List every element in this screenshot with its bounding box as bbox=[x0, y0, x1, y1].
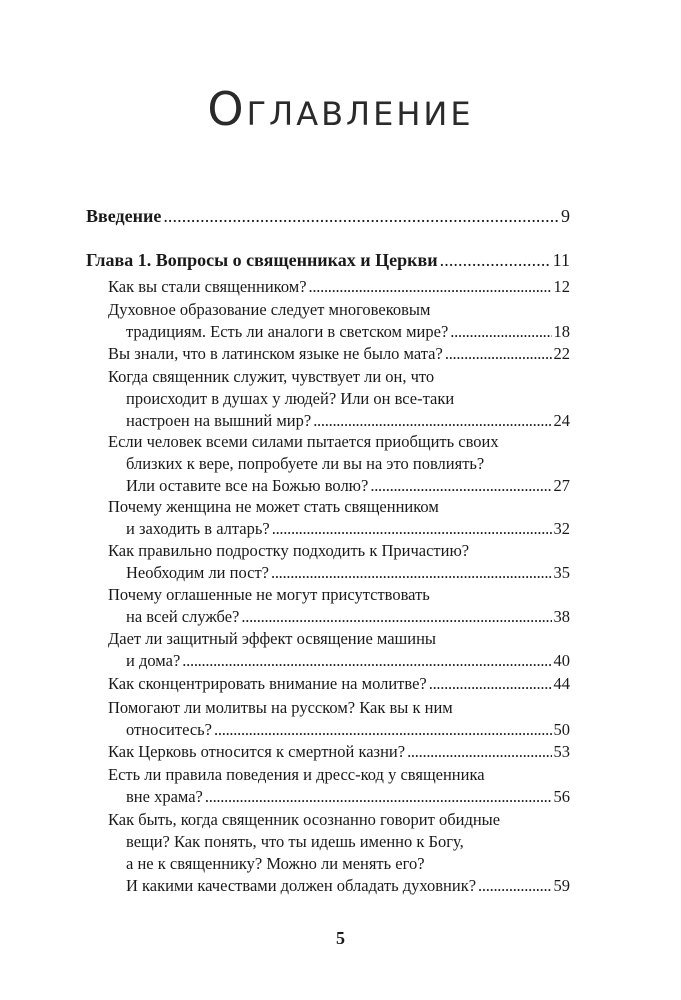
toc-entry-title: Как сконцентрировать внимание на молитве? bbox=[108, 674, 427, 693]
toc-entry-title: Как вы стали священником? bbox=[108, 277, 307, 296]
toc-leader-dots bbox=[182, 650, 551, 672]
toc-leader-dots bbox=[313, 410, 551, 432]
toc-entry-line: Почему оглашенные не могут присутствовать bbox=[108, 585, 430, 604]
toc-page-number: 24 bbox=[553, 411, 570, 430]
toc-entry-title: на всей службе? bbox=[126, 607, 240, 626]
toc-entry-title: Или оставите все на Божью волю? bbox=[126, 476, 369, 495]
toc-entry[interactable] bbox=[108, 809, 570, 897]
toc-entry[interactable] bbox=[108, 673, 570, 695]
toc-entry[interactable] bbox=[108, 741, 570, 763]
toc-entry-line bbox=[108, 741, 570, 763]
toc-page-number: 18 bbox=[553, 322, 570, 341]
toc-entry-line bbox=[86, 249, 570, 271]
toc-page-number: 9 bbox=[561, 206, 570, 226]
toc-entry[interactable] bbox=[108, 628, 570, 672]
toc-entry-line: Дает ли защитный эффект освящение машины bbox=[108, 629, 437, 648]
toc-page-number: 53 bbox=[553, 742, 570, 761]
toc-entry-line: Как правильно подростку подходить к Причастию? bbox=[108, 541, 470, 560]
toc-page-number: 59 bbox=[553, 876, 570, 895]
toc-entry-line: Есть ли правила поведения и дресс-код у священника bbox=[108, 765, 485, 784]
toc-leader-dots bbox=[440, 249, 551, 271]
toc-entry-line bbox=[108, 410, 570, 432]
toc-leader-dots bbox=[478, 875, 551, 897]
toc-page-number: 12 bbox=[553, 277, 570, 296]
toc-entry-chapter-1[interactable] bbox=[86, 249, 570, 271]
page-title: Оглавление bbox=[207, 82, 474, 136]
toc-entry-title: и дома? bbox=[126, 651, 181, 670]
toc-entry[interactable] bbox=[108, 343, 570, 365]
toc-entry[interactable] bbox=[108, 540, 570, 584]
toc-leader-dots bbox=[309, 276, 552, 298]
toc-entry-line: происходит в душах у людей? Или он все-таки bbox=[126, 389, 455, 408]
toc-leader-dots bbox=[450, 321, 551, 343]
toc-entry-line bbox=[108, 562, 570, 584]
toc-leader-dots bbox=[407, 741, 551, 763]
toc-entry-line: Когда священник служит, чувствует ли он, что bbox=[108, 367, 435, 386]
toc-entry-title: Необходим ли пост? bbox=[126, 563, 269, 582]
toc-leader-dots bbox=[445, 343, 552, 365]
toc-entry[interactable] bbox=[108, 366, 570, 432]
toc-entry-line: Как быть, когда священник осознанно говорит обидные bbox=[108, 810, 501, 829]
toc-entry[interactable] bbox=[108, 431, 570, 497]
toc-entry[interactable] bbox=[108, 697, 570, 741]
toc-page-number: 11 bbox=[552, 250, 570, 270]
toc-entry[interactable] bbox=[108, 496, 570, 540]
toc-entry-line bbox=[108, 673, 570, 695]
toc-leader-dots bbox=[370, 475, 551, 497]
toc-entry[interactable] bbox=[108, 299, 570, 343]
toc-entry-line bbox=[108, 343, 570, 365]
toc-entry-line bbox=[108, 786, 570, 808]
toc-entry-line bbox=[108, 475, 570, 497]
toc-entry-title: Введение bbox=[86, 206, 162, 226]
toc-entry-line bbox=[86, 205, 570, 227]
toc-entry-title: настроен на вышний мир? bbox=[126, 411, 312, 430]
toc-entry-line bbox=[108, 321, 570, 343]
toc-entry-line: Если человек всеми силами пытается приобщить своих bbox=[108, 432, 499, 451]
toc-entry-line: Помогают ли молитвы на русском? Как вы к ним bbox=[108, 698, 453, 717]
toc-leader-dots bbox=[241, 606, 551, 628]
toc-entry[interactable] bbox=[108, 584, 570, 628]
toc-entry-line: близких к вере, попробуете ли вы на это повлиять? bbox=[126, 454, 485, 473]
toc-page-number: 32 bbox=[553, 519, 570, 538]
toc-entry-line bbox=[108, 650, 570, 672]
toc-page-number: 38 bbox=[553, 607, 570, 626]
toc-leader-dots bbox=[205, 786, 552, 808]
toc-page-number: 35 bbox=[553, 563, 570, 582]
toc-leader-dots bbox=[272, 518, 552, 540]
toc-page-number: 56 bbox=[553, 787, 570, 806]
toc-page-number: 40 bbox=[553, 651, 570, 670]
toc-leader-dots bbox=[271, 562, 552, 584]
toc-entry-title: Глава 1. Вопросы о священниках и Церкви bbox=[86, 250, 438, 270]
toc-leader-dots bbox=[163, 205, 559, 227]
toc-entry-line bbox=[108, 276, 570, 298]
page-number: 5 bbox=[336, 928, 345, 948]
toc-entry-title: Как Церковь относится к смертной казни? bbox=[108, 742, 406, 761]
toc-entry-title: относитесь? bbox=[126, 720, 213, 739]
toc-entry-title: вне храма? bbox=[126, 787, 203, 806]
toc-page-number: 22 bbox=[553, 344, 570, 363]
toc-page-number: 50 bbox=[553, 720, 570, 739]
toc-entry-line bbox=[108, 606, 570, 628]
toc-leader-dots bbox=[214, 719, 551, 741]
toc-entry-line bbox=[108, 719, 570, 741]
toc-entry-line bbox=[108, 518, 570, 540]
toc-entry-title: Вы знали, что в латинском языке не было мата? bbox=[108, 344, 443, 363]
toc-entry-line: Почему женщина не может стать священником bbox=[108, 497, 439, 516]
toc-entry-line: а не к священнику? Можно ли менять его? bbox=[126, 854, 425, 873]
toc-entry-line bbox=[108, 875, 570, 897]
toc-entry[interactable] bbox=[108, 276, 570, 298]
toc-entry-title: традициям. Есть ли аналоги в светском мире? bbox=[126, 322, 449, 341]
toc-leader-dots bbox=[429, 673, 552, 695]
toc-page-number: 44 bbox=[553, 674, 570, 693]
toc-page-number: 27 bbox=[553, 476, 570, 495]
toc-entry[interactable] bbox=[108, 764, 570, 808]
toc-entry-line: вещи? Как понять, что ты идешь именно к Богу, bbox=[126, 832, 464, 851]
toc-entry-line: Духовное образование следует многовековым bbox=[108, 300, 431, 319]
toc-entry-title: и заходить в алтарь? bbox=[126, 519, 270, 538]
toc-entry-introduction[interactable] bbox=[86, 205, 570, 227]
toc-entry-title: И какими качествами должен обладать духовник? bbox=[126, 876, 477, 895]
